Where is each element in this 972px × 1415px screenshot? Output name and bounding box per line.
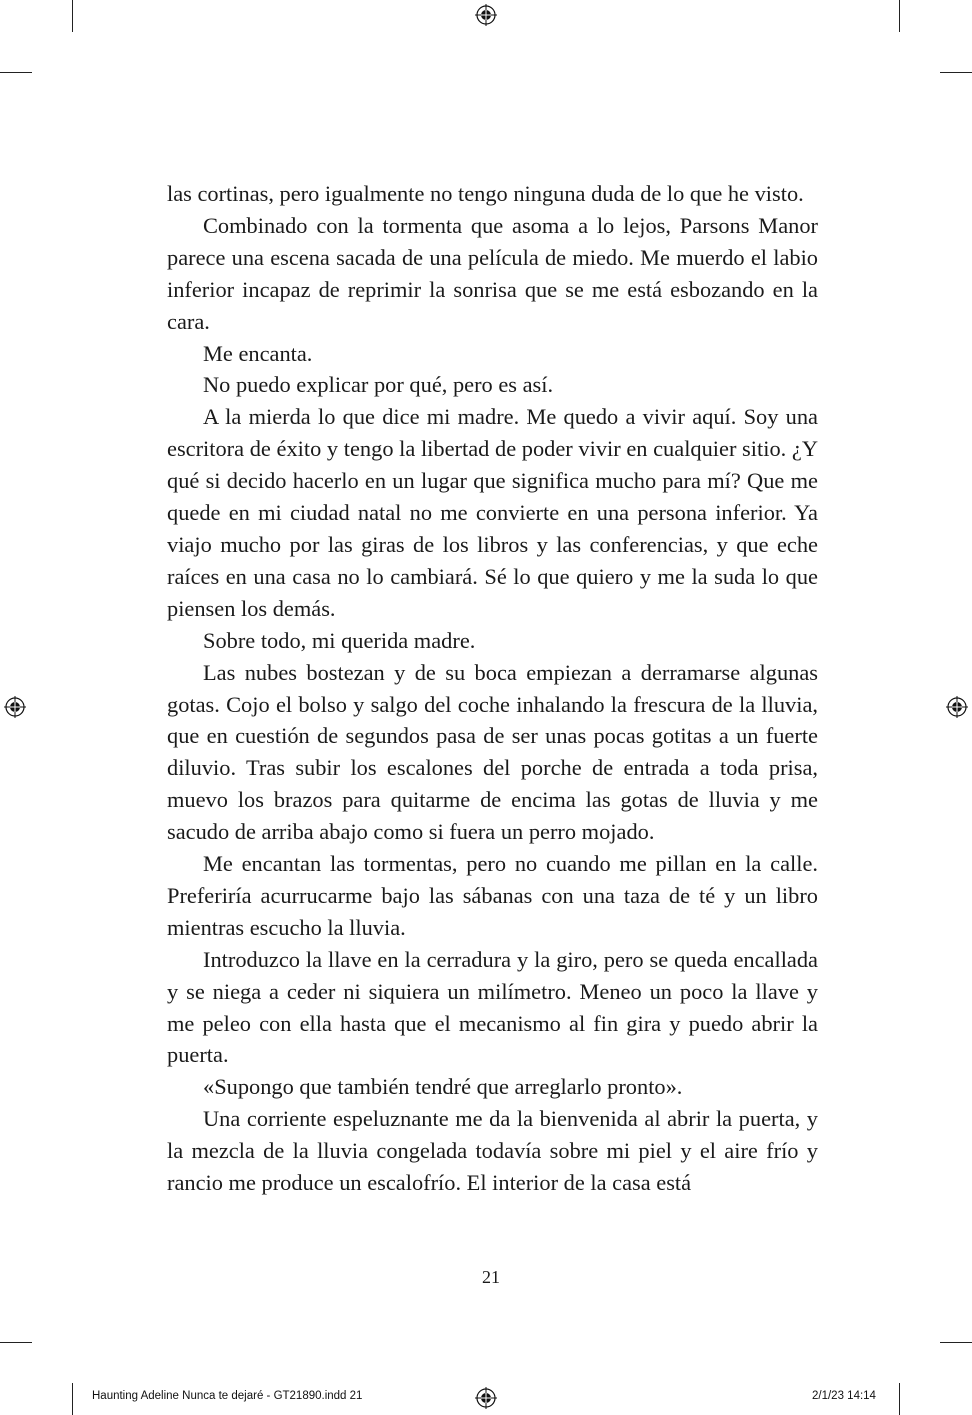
crop-mark-top-right-horizontal (940, 72, 972, 73)
registration-mark-right-icon (946, 696, 968, 718)
paragraph: Las nubes bostezan y de su boca empiezan a derramarse algunas gotas. Cojo el bolso y salgo del coche inhalando la frescura de la lluvia, que en cuestión de segundos pasa de ser unas pocas gotitas a un fuerte diluvio. Tras subir los escalones del porche de entrada a toda prisa, muevo los brazos para quitarme de encima las gotas de lluvia y me sacudo de arriba abajo como si fuera un perro mojado. (167, 659, 818, 845)
paragraph: Combinado con la tormenta que asoma a lo lejos, Parsons Manor parece una escena sacada de una película de miedo. Me muerdo el labio inferior incapaz de reprimir la sonrisa que se me está esbozando en la cara. (167, 212, 818, 334)
registration-mark-bottom-icon (475, 1387, 497, 1409)
paragraph: Me encantan las tormentas, pero no cuando me pillan en la calle. Preferiría acurrucarme bajo las sábanas con una taza de té y un libro mientras escucho la lluvia. (167, 851, 818, 940)
page-number: 21 (482, 1267, 500, 1287)
crop-mark-top-left-vertical (72, 0, 73, 32)
crop-mark-top-right-vertical (899, 0, 900, 32)
crop-mark-bottom-right-horizontal (940, 1342, 972, 1343)
crop-mark-top-left-horizontal (0, 72, 32, 73)
paragraph: A la mierda lo que dice mi madre. Me quedo a vivir aquí. Soy una escritora de éxito y tengo la libertad de poder vivir en cualquier sitio. ¿Y qué si decido hacerlo en un lugar que significa mucho para mí? Que me quede en mi ciudad natal no me convierte en una persona inferior. Ya viajo mucho por las giras de los libros y las conferencias, y que eche raíces en una casa no lo cambiará. Sé lo que quiero y me la suda lo que piensen los demás. (167, 404, 818, 621)
body-text (167, 178, 818, 1199)
paragraph: Me encanta. (203, 340, 313, 366)
paragraph: Introduzco la llave en la cerradura y la giro, pero se queda encallada y se niega a ceder ni siquiera un milímetro. Meneo un poco la llave y me peleo con ella hasta que el mecanismo al fin gira y puedo abrir la puerta. (167, 946, 818, 1068)
crop-mark-bottom-left-horizontal (0, 1342, 32, 1343)
registration-mark-left-icon (4, 696, 26, 718)
paragraph: Sobre todo, mi querida madre. (203, 627, 476, 653)
paragraph: las cortinas, pero igualmente no tengo ninguna duda de lo que he visto. (167, 181, 804, 206)
slug-date-time: 2/1/23 14:14 (812, 1390, 876, 1402)
paragraph: Una corriente espeluznante me da la bienvenida al abrir la puerta, y la mezcla de la lluvia congelada todavía sobre mi piel y el aire frío y rancio me produce un escalofrío. El interior de la casa está (167, 1106, 818, 1196)
crop-mark-bottom-left-vertical (72, 1383, 73, 1415)
registration-mark-top-icon (475, 4, 497, 26)
slug-file-name: Haunting Adeline Nunca te dejaré - GT21890.indd 21 (92, 1390, 363, 1402)
crop-mark-bottom-right-vertical (899, 1383, 900, 1415)
paragraph: No puedo explicar por qué, pero es así. (203, 372, 554, 398)
paragraph: «Supongo que también tendré que arreglarlo pronto». (203, 1074, 683, 1100)
